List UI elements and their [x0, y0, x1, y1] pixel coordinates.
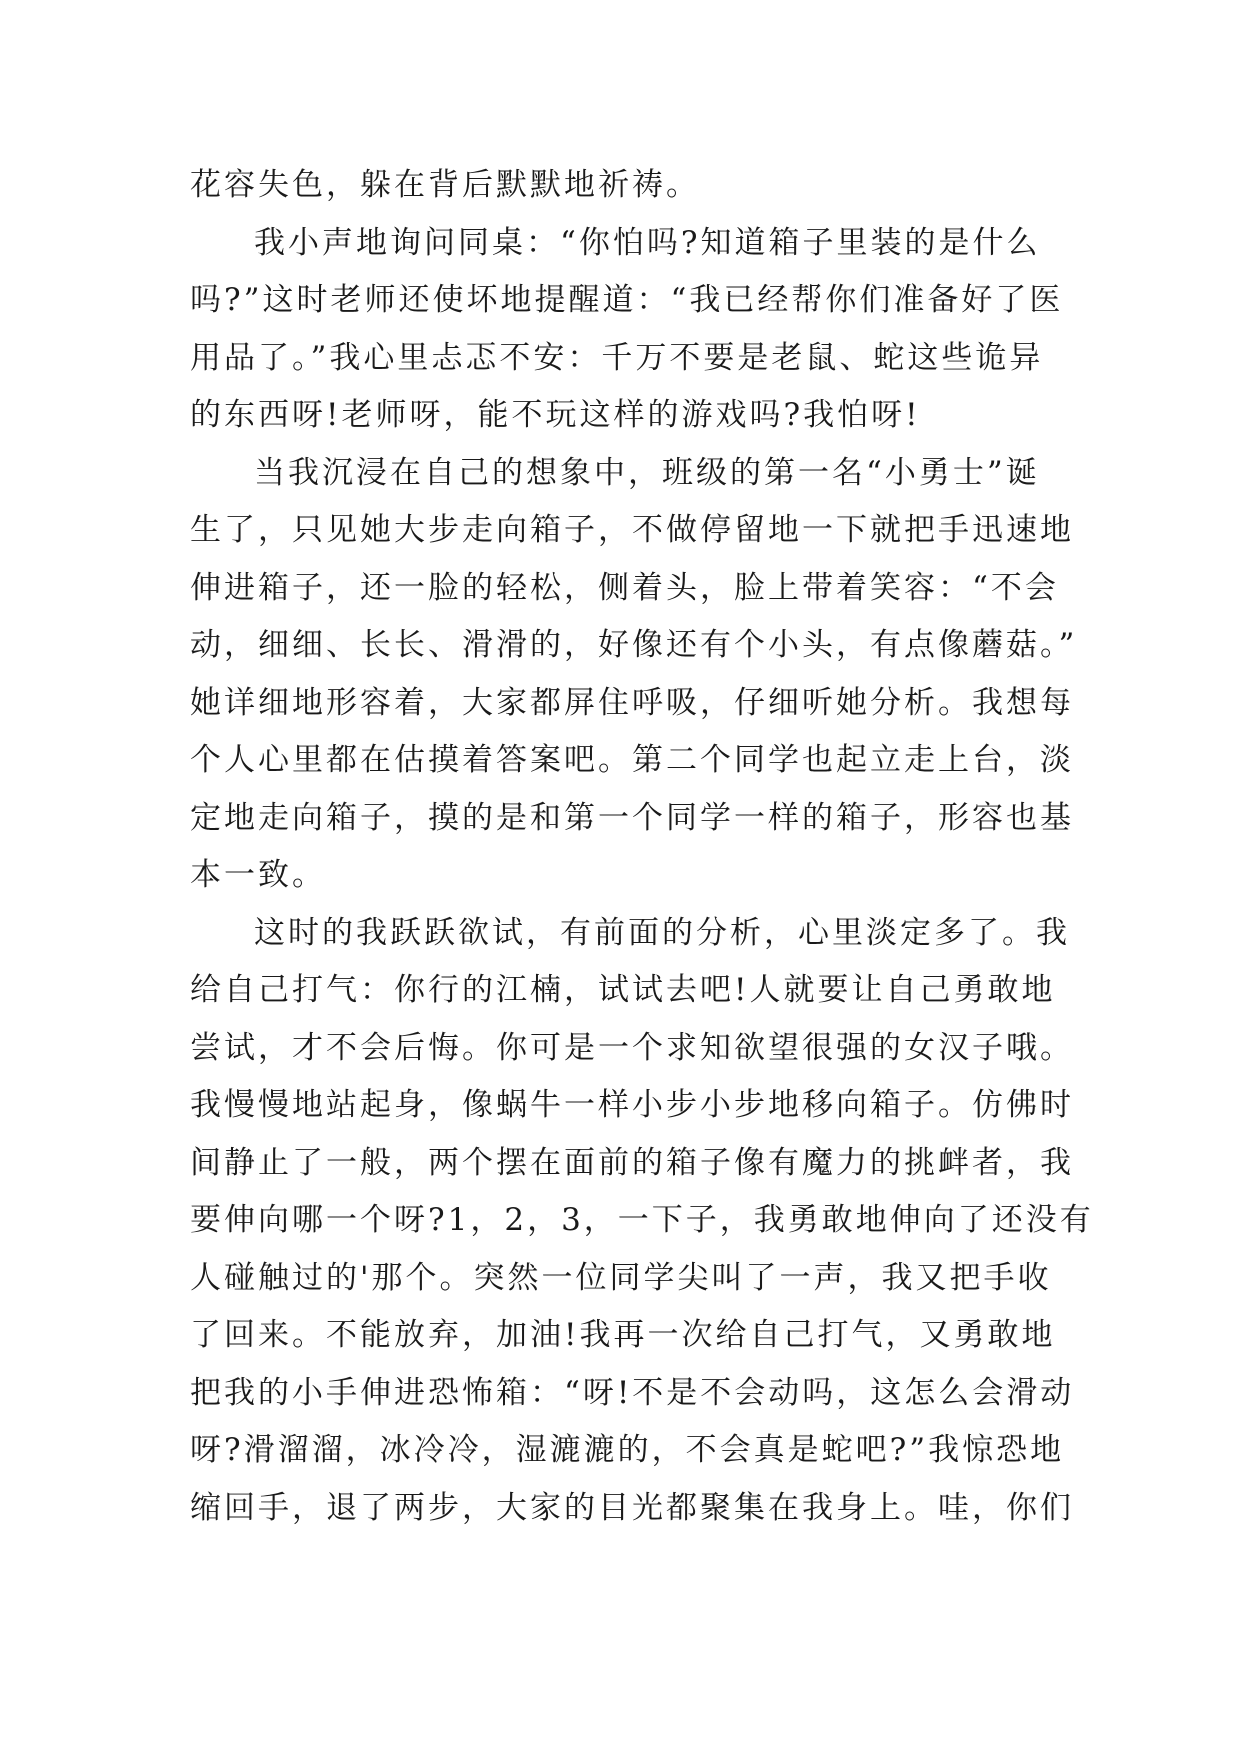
text-line: 人碰触过的'那个。突然一位同学尖叫了一声，我又把手收 — [190, 1259, 1052, 1296]
text-line: 定地走向箱子，摸的是和第一个同学一样的箱子，形容也基 — [190, 799, 1074, 836]
text-line: 伸进箱子，还一脸的轻松，侧着头，脸上带着笑容：“不会 — [190, 569, 1059, 606]
text-line: 我慢慢地站起身，像蜗牛一样小步小步地移向箱子。仿佛时 — [190, 1087, 1074, 1123]
text-line: 呀?滑溜溜，冰冷冷，湿漉漉的，不会真是蛇吧?”我惊恐地 — [190, 1432, 1065, 1468]
text-line: 给自己打气：你行的江楠，试试去吧!人就要让自己勇敢地 — [190, 972, 1056, 1008]
text-line: 我小声地询问同桌：“你怕吗?知道箱子里装的是什么 — [254, 224, 1041, 261]
text-line: 尝试，才不会后悔。你可是一个求知欲望很强的女汉子哦。 — [190, 1029, 1074, 1066]
text-line: 动，细细、长长、滑滑的，好像还有个小头，有点像蘑菇。” — [190, 627, 1078, 663]
text-line: 吗?”这时老师还使坏地提醒道：“我已经帮你们准备好了医 — [190, 282, 1064, 318]
text-line: 生了，只见她大步走向箱子，不做停留地一下就把手迅速地 — [190, 512, 1074, 548]
text-line: 用品了。”我心里忐忑不安：千万不要是老鼠、蛇这些诡异 — [190, 339, 1044, 376]
text-line: 本一致。 — [190, 857, 326, 893]
body-text — [190, 157, 1094, 1537]
text-line: 的东西呀!老师呀，能不玩这样的游戏吗?我怕呀! — [190, 397, 921, 433]
text-line: 要伸向哪一个呀?1，2，3，一下子，我勇敢地伸向了还没有 — [190, 1202, 1094, 1238]
text-line: 间静止了一般，两个摆在面前的箱子像有魔力的挑衅者，我 — [190, 1144, 1074, 1181]
text-line: 她详细地形容着，大家都屏住呼吸，仔细听她分析。我想每 — [190, 684, 1074, 721]
text-line: 缩回手，退了两步，大家的目光都聚集在我身上。哇，你们 — [190, 1489, 1074, 1526]
text-line: 当我沉浸在自己的想象中，班级的第一名“小勇士”诞 — [254, 454, 1040, 491]
text-line: 这时的我跃跃欲试，有前面的分析，心里淡定多了。我 — [254, 914, 1070, 951]
text-line: 花容失色，躲在背后默默地祈祷。 — [190, 167, 700, 203]
text-line: 把我的小手伸进恐怖箱：“呀!不是不会动吗，这怎么会滑动 — [190, 1374, 1075, 1411]
text-line: 了回来。不能放弃，加油!我再一次给自己打气，又勇敢地 — [190, 1317, 1056, 1353]
text-line: 个人心里都在估摸着答案吧。第二个同学也起立走上台，淡 — [190, 742, 1074, 778]
